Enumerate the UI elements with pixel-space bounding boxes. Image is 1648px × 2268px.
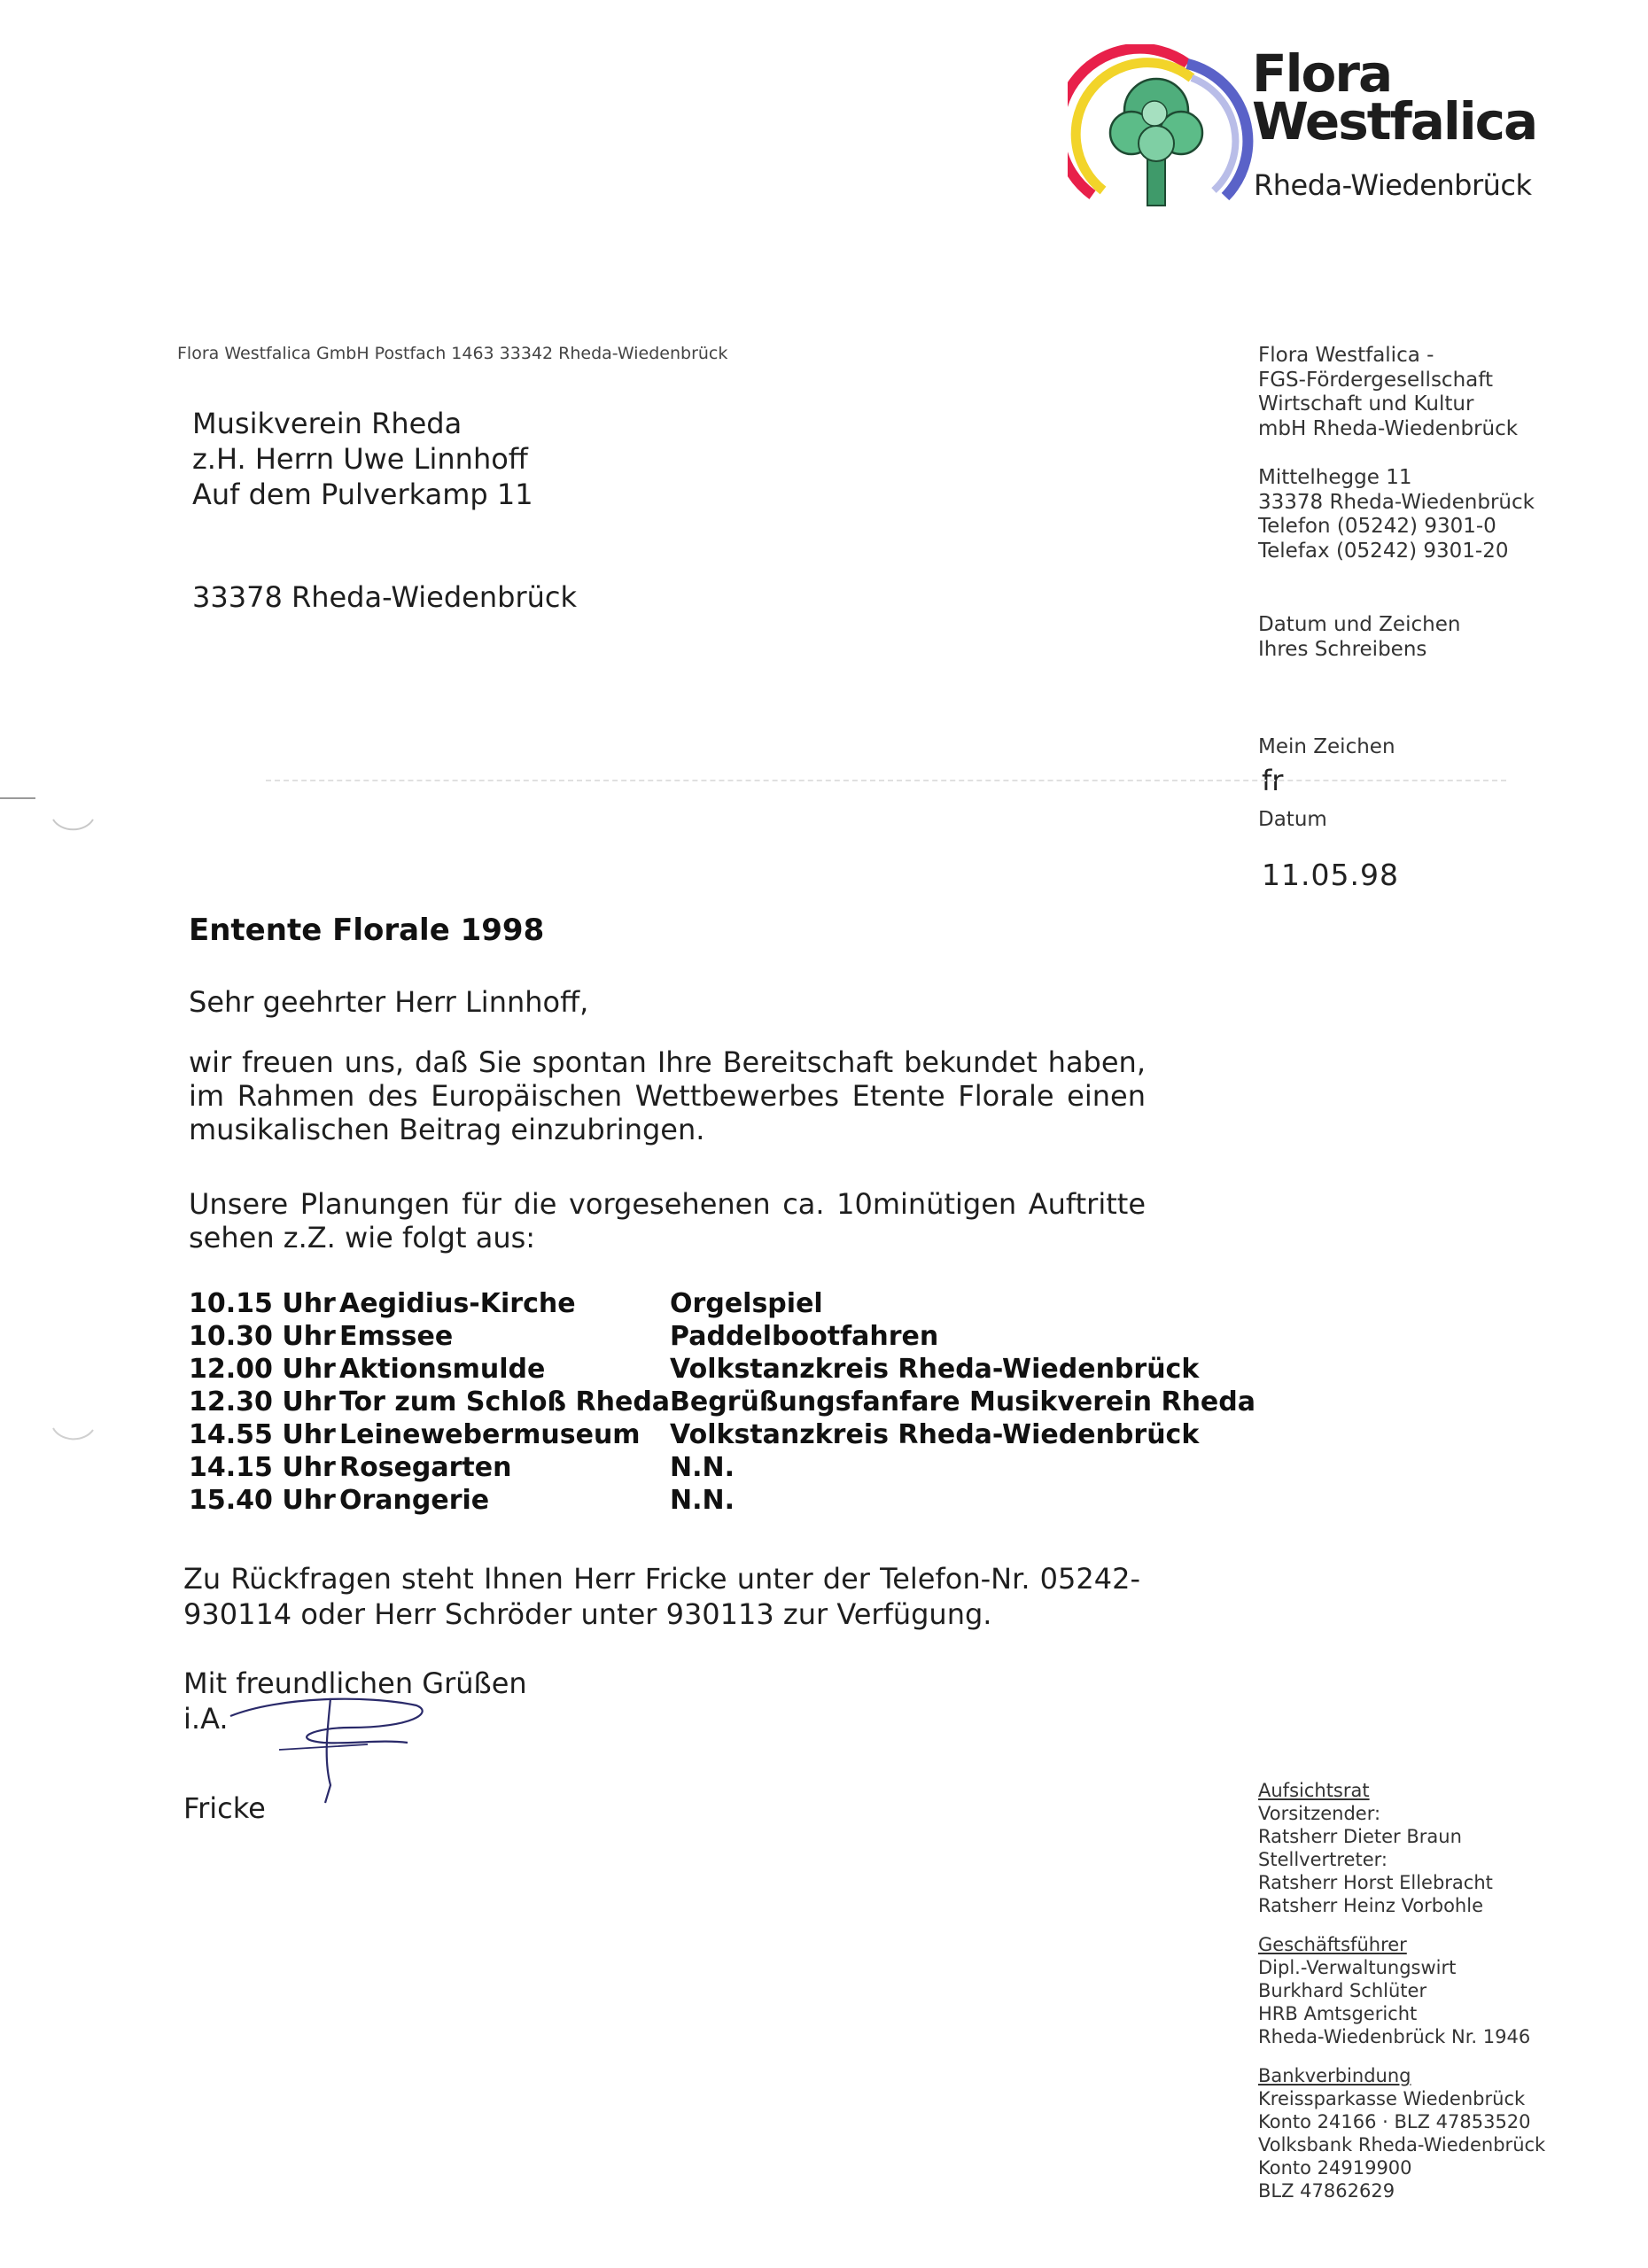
schedule-activity: N.N. <box>670 1452 735 1483</box>
mein-zeichen-label: Mein Zeichen <box>1258 735 1395 758</box>
paragraph-planning: Unsere Planungen für die vorgesehenen ca. 10minütigen Auftritte sehen z.Z. wie folgt aus: <box>189 1187 1146 1254</box>
footer-line: Konto 24919900 <box>1258 2157 1412 2179</box>
footer-line: Vorsitzender: <box>1258 1803 1381 1824</box>
schedule-place: Aktionsmulde <box>339 1354 546 1385</box>
schedule-activity: Volkstanzkreis Rheda-Wiedenbrück <box>670 1419 1200 1450</box>
schedule-place: Rosegarten <box>339 1452 512 1483</box>
company-address <box>1258 466 1535 563</box>
aufsichtsrat-heading: Aufsichtsrat <box>1258 1780 1370 1801</box>
schedule-row <box>189 1419 1255 1452</box>
closing-greeting: Mit freundlichen Grüßen <box>183 1666 527 1700</box>
datum-label: Datum <box>1258 808 1327 831</box>
footer-line: Volksbank Rheda-Wiedenbrück <box>1258 2134 1546 2155</box>
footer-line: BLZ 47862629 <box>1258 2180 1395 2202</box>
schedule-time: 14.55 Uhr <box>189 1419 336 1450</box>
schedule-place: Tor zum Schloß Rheda <box>339 1386 671 1418</box>
signer-name: Fricke <box>183 1791 266 1825</box>
schedule-row <box>189 1452 1255 1485</box>
schedule-activity: N.N. <box>670 1485 735 1516</box>
schedule-time: 14.15 Uhr <box>189 1452 336 1483</box>
brand-line1: Flora <box>1252 43 1392 104</box>
reference-label <box>1258 613 1460 662</box>
footer-line: Ratsherr Heinz Vorbohle <box>1258 1895 1483 1916</box>
schedule-time: 10.15 Uhr <box>189 1288 336 1319</box>
punch-hole-mark-icon <box>49 1418 102 1453</box>
address-phone: Telefon (05242) 9301-0 <box>1258 515 1496 538</box>
address-fax: Telefax (05242) 9301-20 <box>1258 539 1509 563</box>
rainbow-tree-logo-icon <box>1068 44 1254 221</box>
schedule-time: 12.30 Uhr <box>189 1386 336 1418</box>
footer-line: Ratsherr Dieter Braun <box>1258 1826 1462 1847</box>
punch-hole-mark-icon <box>49 793 102 837</box>
footer-line: HRB Amtsgericht <box>1258 2003 1418 2024</box>
flora-westfalica-logo <box>1068 44 1564 221</box>
bank-heading: Bankverbindung <box>1258 2065 1411 2086</box>
schedule-place: Emssee <box>339 1321 454 1352</box>
schedule-time: 10.30 Uhr <box>189 1321 336 1352</box>
schedule-row <box>189 1386 1255 1419</box>
company-line4: mbH Rheda-Wiedenbrück <box>1258 416 1519 440</box>
footer-line: Rheda-Wiedenbrück Nr. 1946 <box>1258 2026 1531 2047</box>
footer-line: Konto 24166 · BLZ 47853520 <box>1258 2111 1531 2132</box>
geschaeftsfuehrer-heading: Geschäftsführer <box>1258 1934 1407 1955</box>
paragraph-contact: Zu Rückfragen steht Ihnen Herr Fricke unter der Telefon-Nr. 05242-930114 oder Herr Schröder unter 930113 zur Verfügung. <box>183 1562 1140 1631</box>
recipient-address <box>192 406 533 512</box>
schedule-place: Leinewebermuseum <box>339 1419 641 1450</box>
mein-zeichen-value: fr <box>1262 764 1284 797</box>
fold-mark <box>0 797 35 799</box>
footer-line: Burkhard Schlüter <box>1258 1980 1427 2001</box>
recipient-line3: Auf dem Pulverkamp 11 <box>192 478 533 511</box>
schedule-row <box>189 1288 1255 1321</box>
brand-line2: Westfalica <box>1252 91 1537 151</box>
company-line2: FGS-Fördergesellschaft <box>1258 368 1493 392</box>
schedule-time: 15.40 Uhr <box>189 1485 336 1516</box>
address-city: 33378 Rheda-Wiedenbrück <box>1258 490 1535 514</box>
schedule-activity: Paddelbootfahren <box>670 1321 939 1352</box>
schedule-row <box>189 1354 1255 1386</box>
schedule-time: 12.00 Uhr <box>189 1354 336 1385</box>
footer-line: Stellvertreter: <box>1258 1849 1388 1870</box>
schedule-table <box>189 1288 1255 1518</box>
reference-label-line1: Datum und Zeichen <box>1258 613 1461 636</box>
schedule-row <box>189 1321 1255 1354</box>
closing-ia: i.A. <box>183 1702 229 1736</box>
company-line3: Wirtschaft und Kultur <box>1258 392 1474 416</box>
footer-line: Dipl.-Verwaltungswirt <box>1258 1957 1457 1978</box>
company-footer-info <box>1258 1779 1545 2202</box>
letter-subject: Entente Florale 1998 <box>189 913 545 948</box>
recipient-line2: z.H. Herrn Uwe Linnhoff <box>192 442 528 476</box>
footer-line: Ratsherr Horst Ellebracht <box>1258 1872 1493 1893</box>
recipient-line1: Musikverein Rheda <box>192 407 463 440</box>
brand-city: Rheda-Wiedenbrück <box>1254 168 1532 202</box>
paragraph-intro: wir freuen uns, daß Sie spontan Ihre Bereitschaft bekundet haben, im Rahmen des Europäischen Wettbewerbes Etente Florale einen musikalischen Beitrag einzubringen. <box>189 1045 1146 1146</box>
schedule-activity: Volkstanzkreis Rheda-Wiedenbrück <box>670 1354 1200 1385</box>
reference-label-line2: Ihres Schreibens <box>1258 637 1427 661</box>
schedule-activity: Begrüßungsfanfare Musikverein Rheda <box>670 1386 1255 1418</box>
sender-line: Flora Westfalica GmbH Postfach 1463 33342 Rheda-Wiedenbrück <box>177 344 728 363</box>
schedule-activity: Orgelspiel <box>670 1288 823 1319</box>
footer-line: Kreissparkasse Wiedenbrück <box>1258 2088 1526 2109</box>
datum-value: 11.05.98 <box>1262 858 1399 892</box>
salutation: Sehr geehrter Herr Linnhoff, <box>189 985 589 1019</box>
fold-guide-line <box>266 780 1506 781</box>
company-block <box>1258 344 1518 441</box>
schedule-row <box>189 1485 1255 1518</box>
schedule-place: Aegidius-Kirche <box>339 1288 576 1319</box>
company-line1: Flora Westfalica - <box>1258 344 1434 367</box>
schedule-place: Orangerie <box>339 1485 490 1516</box>
recipient-city: 33378 Rheda-Wiedenbrück <box>192 580 578 614</box>
address-street: Mittelhegge 11 <box>1258 466 1412 489</box>
